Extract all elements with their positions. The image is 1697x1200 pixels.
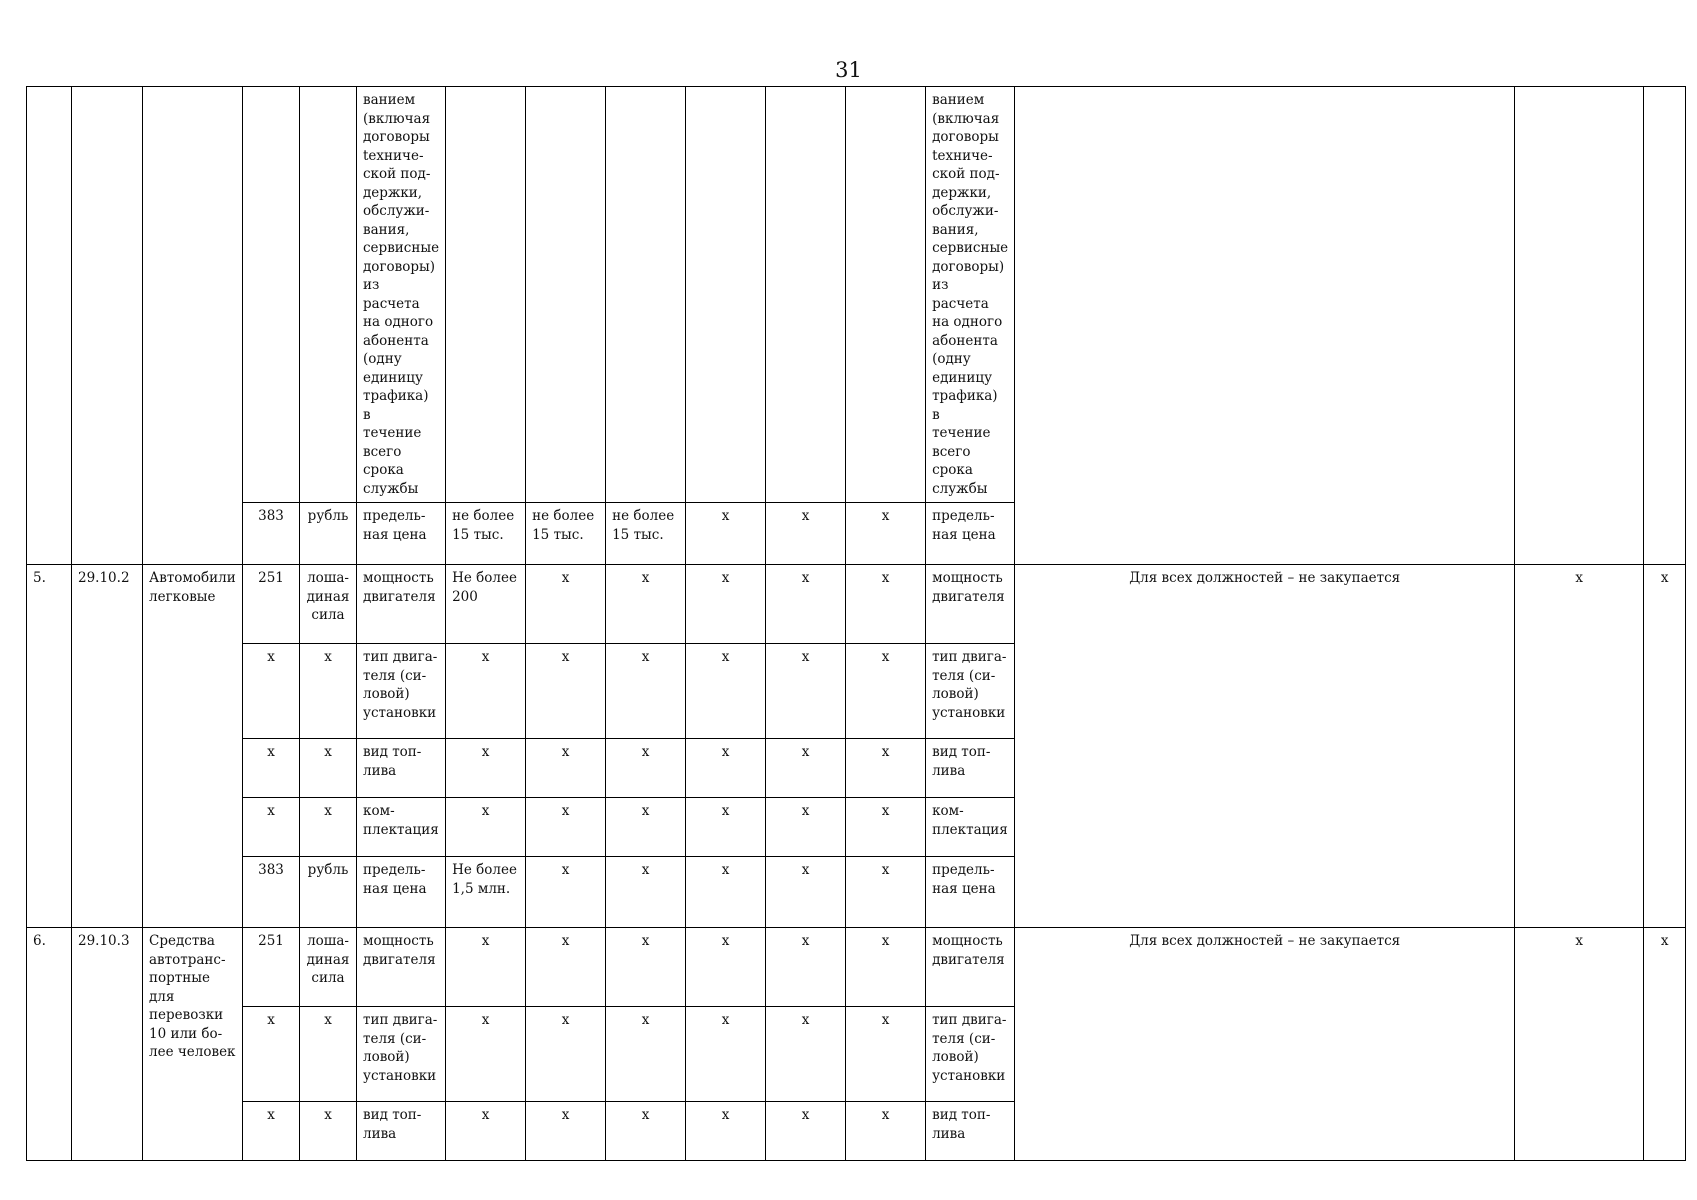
cell-characteristic-approved: вид топ- лива [926,739,1015,798]
cell-value: x [446,928,526,1007]
cell-unit: x [300,1102,357,1161]
cell-value: x [846,739,926,798]
cell-okpd [72,87,143,565]
cell-characteristic: мощность двигателя [357,928,446,1007]
item-number: 6. [27,928,72,1161]
cell-name [143,87,243,565]
cell-code: x [243,1007,300,1102]
requirements-table [26,86,1686,1161]
cell-characteristic: предель- ная цена [357,503,446,565]
cell-unit [300,87,357,503]
cell-value [526,87,606,503]
cell-value: x [446,1007,526,1102]
cell-unit: x [300,644,357,739]
cell-value: не более 15 тыс. [526,503,606,565]
cell-value: x [526,1102,606,1161]
item-name: Средства автотранс- портные для перевозки 10 или бо- лее человек [143,928,243,1161]
cell-value: Не более 200 [446,565,526,644]
cell-characteristic-approved: тип двига- теля (си- ловой) установки [926,644,1015,739]
cell-value: x [686,739,766,798]
cell-value: x [606,857,686,928]
cell-value: x [766,503,846,565]
cell-value: x [526,644,606,739]
cell-value: x [446,1102,526,1161]
cell-note: Для всех должностей – не закупается [1015,928,1515,1161]
cell-code: x [243,644,300,739]
cell-unit: x [300,798,357,857]
cell-value [686,87,766,503]
cell-x [1515,87,1644,565]
cell-value [766,87,846,503]
cell-characteristic-approved: тип двига- теля (си- ловой) установки [926,1007,1015,1102]
cell-characteristic: ком- плектация [357,798,446,857]
cell-value: x [606,565,686,644]
cell-value: x [766,798,846,857]
cell-x: x [1644,928,1686,1161]
cell-value: x [766,928,846,1007]
cell-value: x [846,1007,926,1102]
cell-value: x [686,503,766,565]
cell-value [446,87,526,503]
cell-code: x [243,739,300,798]
cell-characteristic-approved: предель- ная цена [926,503,1015,565]
table-row [27,565,1686,644]
cell-value: x [526,565,606,644]
cell-value: x [766,1007,846,1102]
cell-characteristic-approved: мощность двигателя [926,928,1015,1007]
item-number: 5. [27,565,72,928]
cell-value: x [446,798,526,857]
cell-value: x [766,644,846,739]
cell-value: x [606,644,686,739]
cell-characteristic-approved: ванием (включая договоры tехниче- ской под- держки, обслужи- вания, сервисные договоры) из расчета на одного абонента (одну единицу трафика) в течение всего срока службы [926,87,1015,503]
cell-value [606,87,686,503]
cell-unit: x [300,739,357,798]
cell-value: Не более 1,5 млн. [446,857,526,928]
cell-code: x [243,798,300,857]
cell-characteristic-approved: вид топ- лива [926,1102,1015,1161]
cell-value: x [526,798,606,857]
cell-value: x [686,798,766,857]
page-number: 31 [835,58,862,82]
cell-value: не более 15 тыс. [606,503,686,565]
cell-characteristic: вид топ- лива [357,1102,446,1161]
cell-value: x [846,1102,926,1161]
cell-value: x [766,565,846,644]
cell-note [1015,87,1515,565]
item-name: Автомобили легковые [143,565,243,928]
cell-code: 383 [243,503,300,565]
cell-value: x [446,739,526,798]
cell-value: x [686,1102,766,1161]
cell-x: x [1644,565,1686,928]
okpd-code: 29.10.3 [72,928,143,1161]
cell-characteristic: предель- ная цена [357,857,446,928]
cell-note: Для всех должностей – не закупается [1015,565,1515,928]
cell-unit: рубль [300,503,357,565]
cell-value: x [606,928,686,1007]
cell-characteristic: тип двига- теля (си- ловой) установки [357,644,446,739]
cell-characteristic: мощность двигателя [357,565,446,644]
cell-value: x [526,928,606,1007]
cell-code: x [243,1102,300,1161]
cell-value: x [766,1102,846,1161]
cell-value: x [526,1007,606,1102]
table-row [27,928,1686,1007]
cell-value: x [846,644,926,739]
cell-characteristic: ванием (включая договоры tехниче- ской под- держки, обслужи- вания, сервисные договоры) из расчета на одного абонента (одну единицу трафика) в течение всего срока службы [357,87,446,503]
cell-value: x [686,1007,766,1102]
cell-value: x [686,857,766,928]
cell-unit: x [300,1007,357,1102]
cell-unit: лоша- диная сила [300,565,357,644]
continuation-row [27,87,1686,503]
cell-value: x [686,644,766,739]
cell-value: x [606,1007,686,1102]
cell-characteristic-approved: предель- ная цена [926,857,1015,928]
cell-num [27,87,72,565]
cell-value: x [846,857,926,928]
cell-code [243,87,300,503]
cell-value: x [526,857,606,928]
cell-characteristic: тип двига- теля (си- ловой) установки [357,1007,446,1102]
cell-code: 251 [243,928,300,1007]
cell-value [846,87,926,503]
cell-value: x [846,565,926,644]
cell-value: x [686,565,766,644]
cell-code: 251 [243,565,300,644]
cell-unit: лоша- диная сила [300,928,357,1007]
cell-value: x [766,857,846,928]
cell-value: x [846,928,926,1007]
cell-x [1644,87,1686,565]
cell-value: x [606,1102,686,1161]
cell-value: x [846,503,926,565]
cell-value: не более 15 тыс. [446,503,526,565]
cell-value: x [606,798,686,857]
cell-characteristic-approved: мощность двигателя [926,565,1015,644]
cell-characteristic-approved: ком- плектация [926,798,1015,857]
cell-x: x [1515,928,1644,1161]
cell-value: x [526,739,606,798]
okpd-code: 29.10.2 [72,565,143,928]
cell-value: x [846,798,926,857]
cell-value: x [766,739,846,798]
cell-value: x [446,644,526,739]
cell-characteristic: вид топ- лива [357,739,446,798]
cell-value: x [686,928,766,1007]
cell-x: x [1515,565,1644,928]
cell-unit: рубль [300,857,357,928]
cell-value: x [606,739,686,798]
cell-code: 383 [243,857,300,928]
